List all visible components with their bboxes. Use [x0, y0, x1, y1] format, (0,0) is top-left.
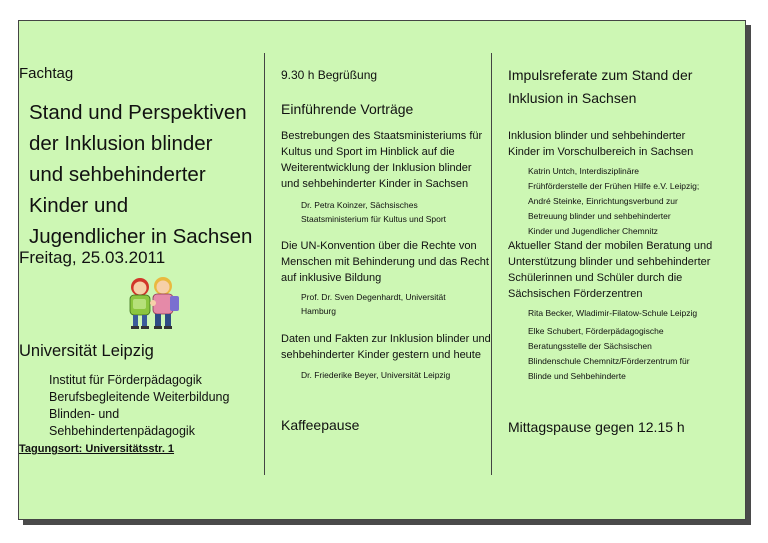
text-line: Kinder und Jugendlicher Chemnitz: [528, 226, 658, 236]
institute-line: Sehbehindertenpädagogik: [49, 424, 195, 438]
text-line: Daten und Fakten zur Inklusion blinder und: [281, 333, 491, 345]
text-line: Prof. Dr. Sven Degenhardt, Universität: [301, 292, 446, 302]
text-line: Inklusion in Sachsen: [508, 90, 637, 106]
text-line: Menschen mit Behinderung und das Recht: [281, 256, 489, 268]
text-line: Inklusion blinder und sehbehinderter: [508, 130, 686, 142]
text-line: Staatsministerium für Kultus und Sport: [301, 214, 447, 224]
event-title: [29, 97, 254, 252]
column-divider-left: [264, 53, 265, 475]
title-line: der Inklusion blinder: [29, 132, 213, 155]
title-line: und sehbehinderter: [29, 163, 206, 186]
lunch-break: Mittagspause gegen 12.15 h: [508, 419, 685, 435]
welcome-time: 9.30 h Begrüßung: [281, 68, 378, 82]
venue: Tagungsort: Universitätsstr. 1: [19, 443, 175, 455]
impulse-talk-2-title: [508, 238, 712, 302]
institute-line: Institut für Förderpädagogik: [49, 373, 202, 387]
text-line: Die UN-Konvention über die Rechte von: [281, 240, 477, 252]
coffee-break: Kaffeepause: [281, 417, 360, 433]
text-line: Blinde und Sehbehinderte: [528, 371, 626, 381]
text-line: Hamburg: [301, 306, 336, 316]
university-name: Universität Leipzig: [19, 342, 154, 360]
talk-2-speaker: [301, 290, 446, 318]
talk-2-title: [281, 238, 489, 286]
institute-line: Berufsbegleitende Weiterbildung: [49, 390, 230, 404]
institute-info: [49, 372, 234, 440]
text-line: Beratungsstelle der Sächsischen: [528, 341, 652, 351]
institute-line: Blinden- und: [49, 407, 120, 421]
text-line: Betreuung blinder und sehbehinderter: [528, 211, 671, 221]
text-line: Katrin Untch, Interdisziplinäre: [528, 166, 640, 176]
text-line: Bestrebungen des Staatsministeriums für: [281, 130, 483, 142]
text-line: Aktueller Stand der mobilen Beratung und: [508, 240, 713, 252]
column-divider-right: [491, 53, 492, 475]
talk-3-speaker: Dr. Friederike Beyer, Universität Leipzig: [301, 370, 451, 380]
text-line: Elke Schubert, Förderpädagogische: [528, 326, 664, 336]
title-line: Kinder und: [29, 194, 129, 217]
text-line: Dr. Petra Koinzer, Sächsisches: [301, 200, 418, 210]
impulse-talk-2-speaker-1: Rita Becker, Wladimir-Filatow-Schule Leipzig: [528, 308, 698, 318]
text-line: Unterstützung blinder und sehbehinderter: [508, 256, 711, 268]
event-date: Freitag, 25.03.2011: [19, 248, 166, 267]
text-line: auf inklusive Bildung: [281, 272, 382, 284]
intro-heading: Einführende Vorträge: [281, 101, 414, 117]
impulse-heading: [508, 64, 692, 110]
title-line: Stand und Perspektiven: [29, 101, 247, 124]
talk-1-title: [281, 128, 482, 192]
impulse-talk-2-speaker-2: [528, 324, 690, 384]
text-line: sehbehinderter Kinder gestern und heute: [281, 349, 481, 361]
text-line: Sächsischen Förderzentren: [508, 288, 643, 300]
text-line: Impulsreferate zum Stand der: [508, 67, 693, 83]
text-line: Kinder im Vorschulbereich in Sachsen: [508, 146, 694, 158]
talk-3-title: [281, 331, 491, 363]
text-line: und sehbehinderter Kinder in Sachsen: [281, 178, 469, 190]
impulse-talk-1-title: [508, 128, 693, 160]
impulse-talk-1-speakers: [528, 164, 699, 239]
text-line: Kultus und Sport im Hinblick auf die: [281, 146, 455, 158]
event-type: Fachtag: [19, 65, 74, 82]
text-line: Frühförderstelle der Frühen Hilfe e.V. Leipzig;: [528, 181, 700, 191]
title-line: Jugendlicher in Sachsen: [29, 225, 253, 248]
text-line: Blindenschule Chemnitz/Förderzentrum für: [528, 356, 690, 366]
children-illustration: [120, 275, 182, 331]
text-line: André Steinke, Einrichtungsverbund zur: [528, 196, 678, 206]
text-line: Schülerinnen und Schüler durch die: [508, 272, 683, 284]
flyer-page: [18, 20, 746, 520]
text-line: Weiterentwicklung der Inklusion blinder: [281, 162, 472, 174]
talk-1-speaker: [301, 198, 446, 226]
